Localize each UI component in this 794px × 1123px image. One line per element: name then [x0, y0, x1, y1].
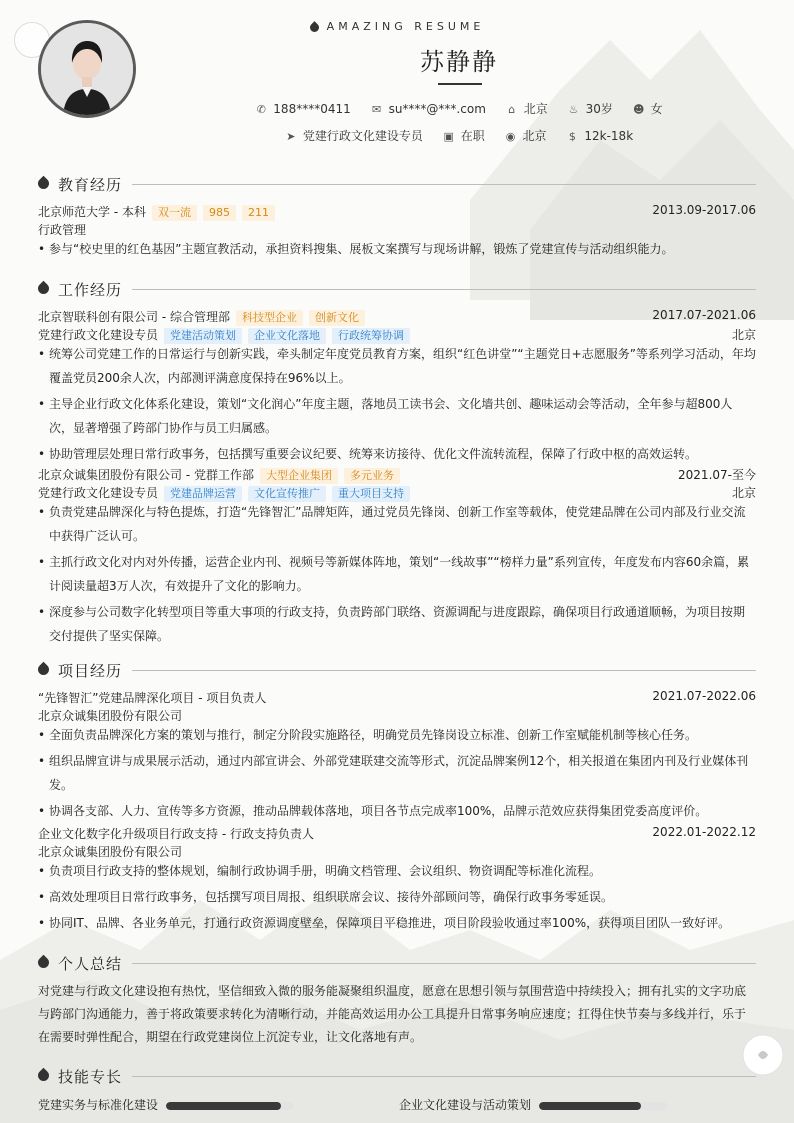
gender-info: ☻ 女	[632, 102, 663, 116]
school-tag: 211	[242, 205, 275, 221]
education-bullets	[38, 237, 756, 261]
section-rule	[132, 289, 756, 290]
role-tag: 企业文化落地	[248, 328, 326, 344]
project-date: 2022.01-2022.12	[652, 825, 756, 839]
skill-bar-fill	[166, 1102, 281, 1110]
ink-drop-icon	[36, 662, 52, 678]
company-name: 北京智联科创有限公司 - 综合管理部	[38, 310, 230, 324]
city-info: ⌂ 北京	[506, 100, 548, 117]
ink-drop-icon	[36, 955, 52, 971]
section-work	[38, 279, 756, 299]
email-info: ✉ su****@***.com	[371, 102, 486, 116]
candidate-name: 苏静静	[420, 48, 498, 76]
list-item: • 统筹公司党建工作的日常运行与创新实践，牵头制定年度党员教育方案，组织“红色讲堂”“主题党日+志愿服务”等系列学习活动，年均覆盖党员200余人次，内部测评满意度保持在96%以上。	[38, 342, 756, 390]
role-tag: 文化宣传推广	[248, 486, 326, 502]
section-skills	[38, 1066, 756, 1086]
section-title: 个人总结	[58, 955, 123, 973]
intent-row	[0, 127, 794, 144]
section-education	[38, 174, 756, 194]
project-date: 2021.07-2022.06	[652, 689, 756, 703]
section-title: 工作经历	[58, 281, 123, 299]
cake-icon: ♨	[568, 103, 579, 116]
work-date: 2021.07-至今	[678, 468, 756, 482]
company-tag: 科技型企业	[236, 310, 303, 326]
home-icon: ⌂	[508, 103, 516, 116]
role-title: 党建行政文化建设专员	[38, 486, 159, 500]
section-title: 技能专长	[58, 1068, 123, 1086]
list-item: • 负责项目行政支持的整体规划，编制行政协调手册，明确文档管理、会议组织、物资调配等标准化流程。	[38, 859, 756, 883]
phone-icon: ✆	[256, 103, 266, 116]
work-2-header	[38, 466, 756, 484]
work-1-bullets	[38, 342, 756, 466]
section-title: 教育经历	[58, 176, 123, 194]
status-info: ▣ 在职	[443, 129, 485, 143]
skill-item	[399, 1096, 667, 1113]
role-tag: 党建品牌运营	[164, 486, 242, 502]
list-item: • 协同IT、品牌、各业务单元，打通行政资源调度壁垒，保障项目平稳推进，项目阶段验收通过率100%，获得项目团队一致好评。	[38, 911, 756, 935]
school-name: 北京师范大学 - 本科	[38, 205, 146, 219]
education-header	[38, 203, 756, 221]
section-rule	[132, 670, 756, 671]
skill-item	[38, 1096, 294, 1113]
ink-drop-icon	[36, 176, 52, 192]
section-rule	[132, 1076, 756, 1077]
project-name: “先锋智汇”党建品牌深化项目 - 项目负责人	[38, 691, 267, 705]
skill-name: 企业文化建设与活动策划	[399, 1098, 532, 1112]
name-divider	[438, 83, 482, 85]
work-date: 2017.07-2021.06	[652, 308, 756, 322]
salary-info: $ 12k-18k	[566, 129, 633, 143]
project-2-org: 北京众诚集团股份有限公司	[38, 845, 183, 859]
role-tag: 党建活动策划	[164, 328, 242, 344]
phone-info: ✆ 188****0411	[256, 102, 351, 116]
list-item: • 深度参与公司数字化转型项目等重大事项的行政支持，负责跨部门联络、资源调配与进度跟踪，确保项目行政通道顺畅，为项目按期交付提供了坚实保障。	[38, 600, 756, 648]
work-city: 北京	[731, 328, 756, 342]
section-rule	[132, 184, 756, 185]
list-item: • 高效处理项目日常行政事务，包括撰写项目周报、组织联席会议、接待外部顾问等，确保行政事务零延误。	[38, 885, 756, 909]
section-title: 项目经历	[58, 662, 123, 680]
project-1-org: 北京众诚集团股份有限公司	[38, 709, 183, 723]
age-info: ♨ 30岁	[568, 102, 613, 116]
work-city: 北京	[731, 486, 756, 500]
section-rule	[132, 963, 756, 964]
brand-heading: AMAZING RESUME	[0, 20, 794, 33]
project-1-bullets	[38, 723, 756, 823]
school-tag: 双一流	[152, 205, 197, 221]
skill-bar	[539, 1102, 667, 1110]
send-icon: ➤	[286, 130, 296, 143]
company-tag: 创新文化	[309, 310, 365, 326]
role-tag: 行政统筹协调	[332, 328, 410, 344]
location-pin-icon: ◉	[505, 130, 516, 143]
work-1-header	[38, 308, 756, 326]
work-2-bullets	[38, 500, 756, 648]
list-item: • 参与“校史里的红色基因”主题宣教活动，承担资料搜集、展板文案撰写与现场讲解，锻炼了党建宣传与活动组织能力。	[38, 237, 756, 261]
mail-icon: ✉	[371, 103, 382, 116]
ink-drop-icon	[36, 281, 52, 297]
skill-name: 党建实务与标准化建设	[38, 1098, 159, 1112]
list-item: • 组织品牌宣讲与成果展示活动，通过内部宣讲会、外部党建联建交流等形式，沉淀品牌案例12个，相关报道在集团内刊及行业媒体刊发。	[38, 749, 756, 797]
list-item: • 全面负责品牌深化方案的策划与推行，制定分阶段实施路径，明确党员先锋岗设立标准、创新工作室赋能机制等核心任务。	[38, 723, 756, 747]
project-2-bullets	[38, 859, 756, 935]
list-item: • 负责党建品牌深化与特色提炼，打造“先锋智汇”品牌矩阵，通过党员先锋岗、创新工作室等载体，使党建品牌在公司内部及行业交流中获得广泛认可。	[38, 500, 756, 548]
money-icon: $	[568, 130, 576, 143]
section-summary	[38, 953, 756, 973]
role-tag: 重大项目支持	[332, 486, 410, 502]
education-date: 2013.09-2017.06	[652, 203, 756, 217]
education-major: 行政管理	[38, 223, 87, 237]
project-1-header	[38, 689, 756, 706]
company-tag: 大型企业集团	[260, 468, 338, 484]
gender-icon: ☻	[632, 103, 645, 116]
section-project	[38, 660, 756, 680]
project-name: 企业文化数字化升级项目行政支持 - 行政支持负责人	[38, 827, 314, 841]
briefcase-icon: ▣	[443, 130, 454, 143]
contact-row	[0, 100, 794, 117]
skill-bar	[166, 1102, 294, 1110]
target-city-info: ◉ 北京	[505, 129, 547, 143]
list-item: • 协助管理层处理日常行政事务，包括撰写重要会议纪要、统筹来访接待、优化文件流转流程，保障了行政中枢的高效运转。	[38, 442, 756, 466]
ink-drop-icon	[36, 1068, 52, 1084]
list-item: • 协调各支部、人力、宣传等多方资源，推动品牌载体落地，项目各节点完成率100%，品牌示范效应获得集团党委高度评价。	[38, 799, 756, 823]
summary-text: 对党建与行政文化建设抱有热忱，坚信细致入微的服务能凝聚组织温度，愿意在思想引领与氛围营造中持续投入；拥有扎实的文字功底与跨部门沟通能力，善于将政策要求转化为清晰行动，并能高效运用办公工具提升日常事务响应速度；扛得住快节奏与多线并行，乐于在需要时弹性配合，期望在行政党建岗位上沉淀专业，让文化落地有声。	[38, 984, 747, 1044]
company-tag: 多元业务	[344, 468, 400, 484]
target-position-info: ➤ 党建行政文化建设专员	[286, 129, 423, 143]
school-tag: 985	[203, 205, 236, 221]
list-item: • 主抓行政文化对内对外传播，运营企业内刊、视频号等新媒体阵地，策划“一线故事”“榜样力量”系列宣传，年度发布内容60余篇，累计阅读量超3万人次，有效提升了文化的影响力。	[38, 550, 756, 598]
company-name: 北京众诚集团股份有限公司 - 党群工作部	[38, 468, 254, 482]
ink-drop-icon	[308, 21, 321, 34]
role-title: 党建行政文化建设专员	[38, 328, 159, 342]
skill-bar-fill	[539, 1102, 641, 1110]
project-2-header	[38, 825, 756, 842]
list-item: • 主导企业行政文化体系化建设，策划“文化润心”年度主题，落地员工读书会、文化墙共创、趣味运动会等活动，全年参与超800人次，显著增强了跨部门协作与员工归属感。	[38, 392, 756, 440]
